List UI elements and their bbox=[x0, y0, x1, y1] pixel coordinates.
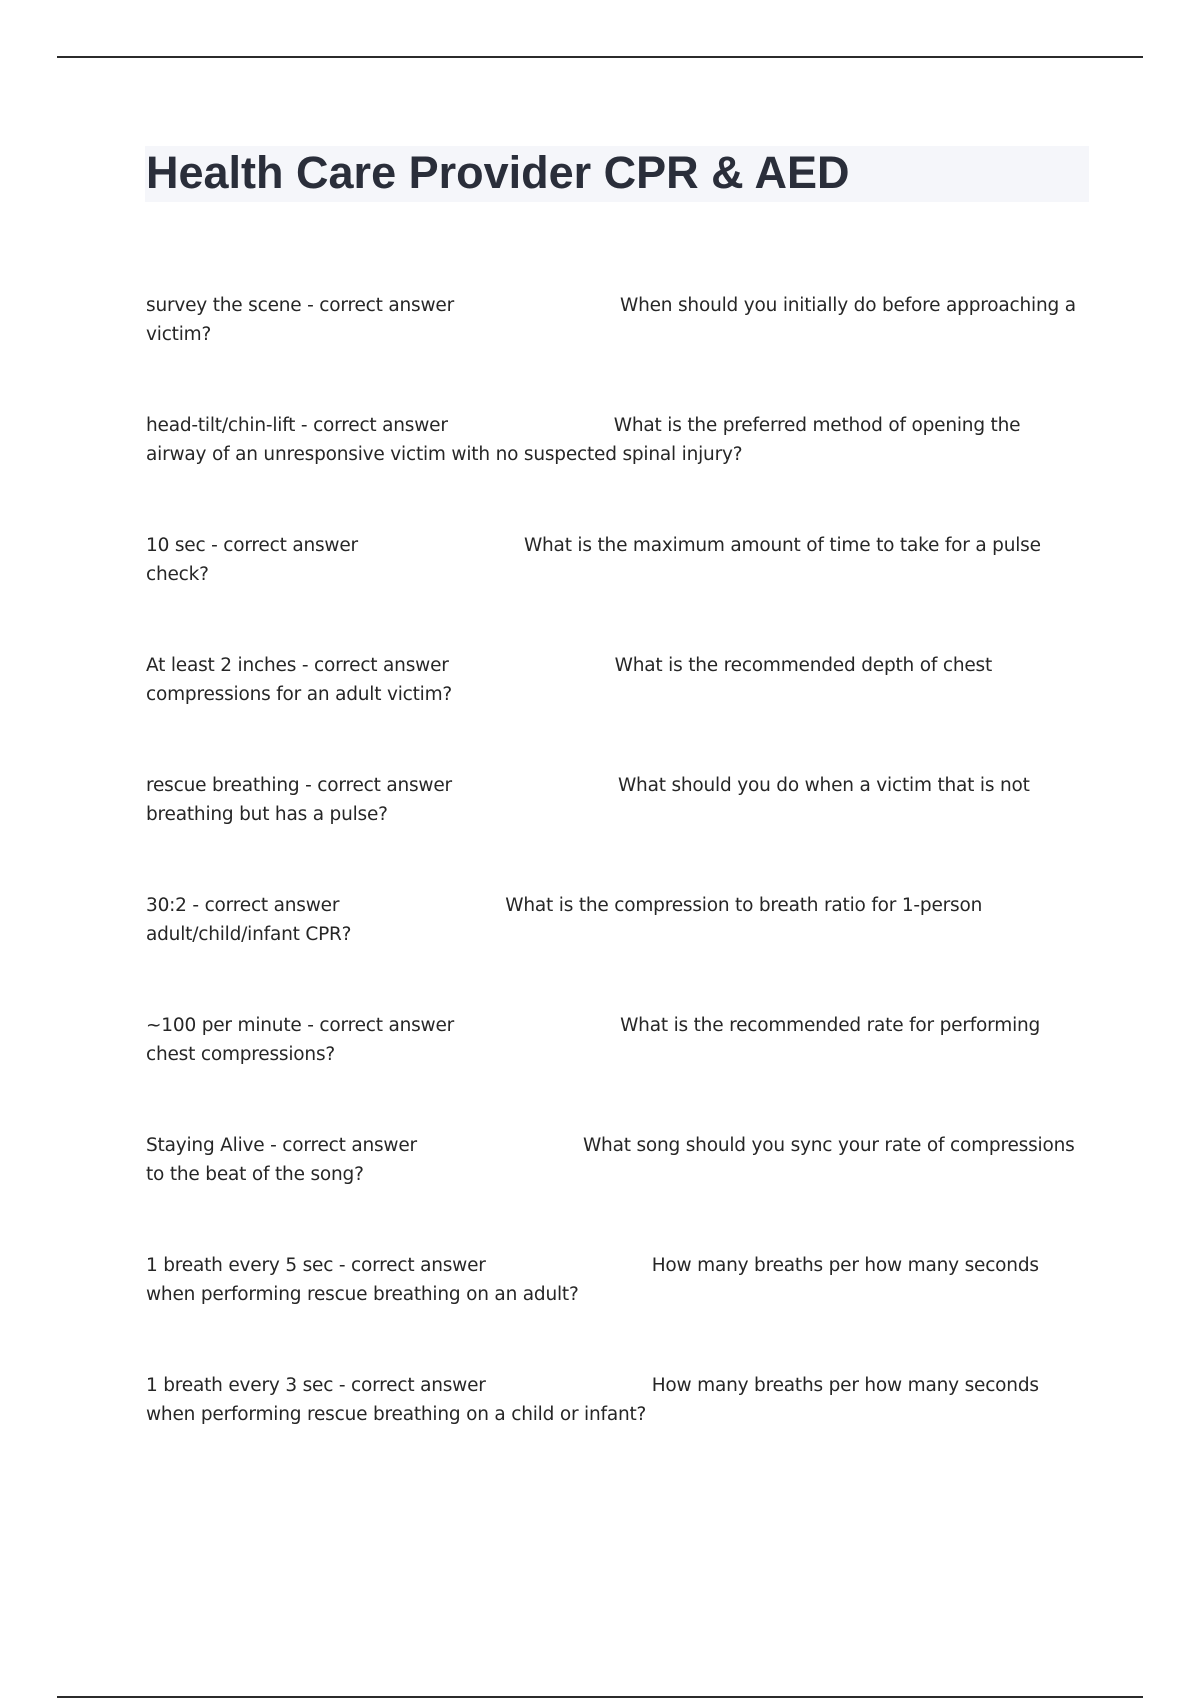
document-title: Health Care Provider CPR & AED bbox=[146, 147, 850, 198]
correct-answer-label: - correct answer bbox=[205, 535, 358, 556]
correct-answer-label: - correct answer bbox=[299, 775, 452, 796]
answer-text: 10 sec bbox=[146, 535, 206, 556]
answer-text: 1 breath every 3 sec bbox=[146, 1375, 334, 1396]
qa-item-3 bbox=[146, 531, 1086, 651]
correct-answer-label: - correct answer bbox=[264, 1135, 417, 1156]
qa-item-5 bbox=[146, 771, 1086, 891]
qa-item-2 bbox=[146, 411, 1086, 531]
question-text: What is the maximum amount of time to take for a pulse check? bbox=[146, 535, 1041, 585]
qa-item-9 bbox=[146, 1251, 1086, 1371]
answer-text: survey the scene bbox=[146, 295, 302, 316]
qa-item-10 bbox=[146, 1371, 1086, 1491]
answer-text: Staying Alive bbox=[146, 1135, 265, 1156]
qa-item-4 bbox=[146, 651, 1086, 771]
answer-text: 30:2 bbox=[146, 895, 187, 916]
top-rule bbox=[57, 56, 1143, 58]
qa-item-8 bbox=[146, 1131, 1086, 1251]
qa-item-6 bbox=[146, 891, 1086, 1011]
question-text: What should you do when a victim that is not breathing but has a pulse? bbox=[146, 775, 1030, 825]
correct-answer-label: - correct answer bbox=[296, 655, 449, 676]
qa-item-7 bbox=[146, 1011, 1086, 1131]
question-text: What is the preferred method of opening the airway of an unresponsive victim with no suspected spinal injury? bbox=[146, 415, 1021, 465]
question-text: When should you initially do before approaching a victim? bbox=[146, 295, 1076, 345]
correct-answer-label: - correct answer bbox=[295, 415, 448, 436]
answer-text: 1 breath every 5 sec bbox=[146, 1255, 334, 1276]
question-text: How many breaths per how many seconds when performing rescue breathing on an adult? bbox=[146, 1255, 1039, 1305]
answer-text: head-tilt/chin-lift bbox=[146, 415, 296, 436]
answer-text: ~100 per minute bbox=[146, 1015, 302, 1036]
question-text: What song should you sync your rate of compressions to the beat of the song? bbox=[146, 1135, 1075, 1185]
correct-answer-label: - correct answer bbox=[186, 895, 340, 916]
correct-answer-label: - correct answer bbox=[301, 1015, 455, 1036]
question-text: How many breaths per how many seconds when performing rescue breathing on a child or infant? bbox=[146, 1375, 1039, 1425]
correct-answer-label: - correct answer bbox=[333, 1255, 486, 1276]
qa-list bbox=[146, 291, 1086, 1491]
answer-text: At least 2 inches bbox=[146, 655, 297, 676]
answer-text: rescue breathing bbox=[146, 775, 300, 796]
bottom-rule bbox=[57, 1696, 1143, 1698]
correct-answer-label: - correct answer bbox=[301, 295, 454, 316]
question-text: What is the recommended rate for performing chest compressions? bbox=[146, 1015, 1041, 1065]
question-text: What is the recommended depth of chest compressions for an adult victim? bbox=[146, 655, 993, 705]
correct-answer-label: - correct answer bbox=[333, 1375, 486, 1396]
question-text: What is the compression to breath ratio for 1-person adult/child/infant CPR? bbox=[146, 895, 983, 945]
qa-item-1 bbox=[146, 291, 1086, 411]
